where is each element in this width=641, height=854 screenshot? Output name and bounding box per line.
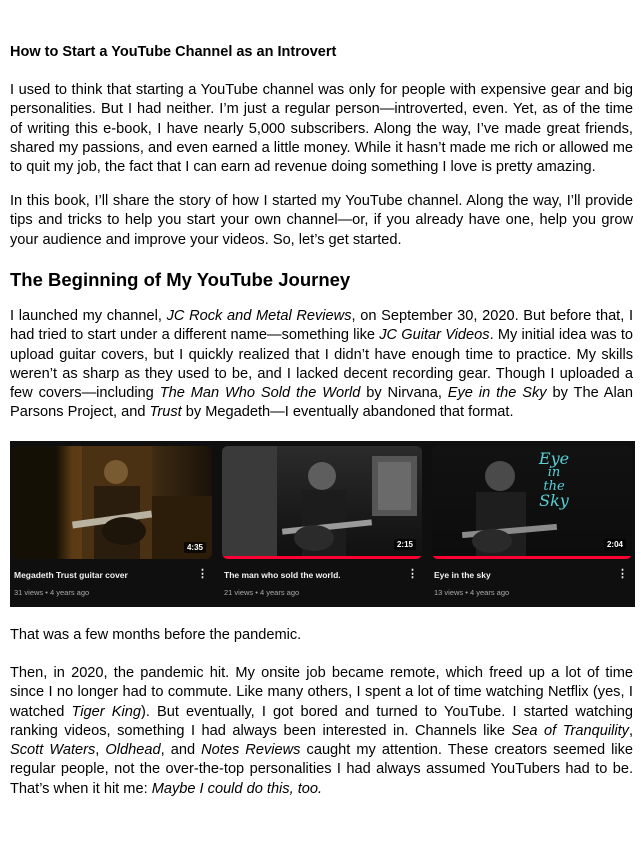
video-title[interactable]: Megadeth Trust guitar cover <box>14 570 128 580</box>
thumbnail-lettering: Eye in the Sky <box>538 449 570 510</box>
more-vertical-icon[interactable]: ⋮ <box>197 568 208 580</box>
document-title: How to Start a YouTube Channel as an Introvert <box>10 44 337 60</box>
video-title[interactable]: The man who sold the world. <box>224 570 341 580</box>
intro-paragraph-2: In this book, I’ll share the story of how I started my YouTube channel. Along the way, I’ll provide tips and tricks to help you start your own channel—or, if you already have one, help you grow your audience and improve your videos. So, let’s get started. <box>10 193 633 248</box>
video-duration: 4:35 <box>184 542 206 553</box>
video-thumbnail[interactable] <box>432 446 632 559</box>
more-vertical-icon[interactable]: ⋮ <box>407 568 418 580</box>
video-card-man-who-sold-the-world[interactable] <box>222 446 422 597</box>
video-card-megadeth-trust[interactable] <box>12 446 212 597</box>
more-vertical-icon[interactable]: ⋮ <box>617 568 628 580</box>
video-thumbnail[interactable] <box>12 446 212 559</box>
pandemic-intro-paragraph: That was a few months before the pandemic. <box>10 627 302 643</box>
guitarist-photo <box>222 446 422 559</box>
video-meta: 13 views • 4 years ago <box>434 588 510 597</box>
section-heading: The Beginning of My YouTube Journey <box>10 269 351 290</box>
video-thumbnail[interactable] <box>222 446 422 559</box>
video-duration: 2:04 <box>604 539 626 550</box>
pandemic-paragraph: Then, in 2020, the pandemic hit. My onsite job became remote, which freed up a lot of time since I no longer had to commute. Like many others, I spent a lot of time watching Netflix (yes, I watched Tiger King). But eventually, I got bored and turned to YouTube. I started watching ranking videos, something I had always been interested in. Channels like Sea of Tranquility, Scott Waters, Oldhead, and Notes Reviews caught my attention. These creators seemed like regular people, not the over-the-top personalities I had always assumed YouTubers had to be. That’s when it hit me: Maybe I could do this, too. <box>10 665 634 797</box>
video-meta: 21 views • 4 years ago <box>224 588 300 597</box>
video-card-eye-in-the-sky[interactable] <box>432 446 632 597</box>
watch-progress-bar <box>222 556 422 559</box>
guitarist-photo <box>12 446 212 559</box>
watch-progress-bar <box>432 556 632 559</box>
video-duration: 2:15 <box>394 539 416 550</box>
journey-paragraph: I launched my channel, JC Rock and Metal Reviews, on September 30, 2020. But before that, I had tried to start under a different name—something like JC Guitar Videos. My initial idea was to upload guitar covers, but I quickly realized that I didn’t have enough time to practice. My skills weren’t as sharp as they used to be, and I lacked decent recording gear. Though I uploaded a few covers—including The Man Who Sold the World by Nirvana, Eye in the Sky by The Alan Parsons Project, and Trust by Megadeth—I eventually abandoned that format. <box>10 308 634 421</box>
video-title[interactable]: Eye in the sky <box>434 570 491 580</box>
video-strip-screenshot <box>10 441 635 607</box>
video-meta: 31 views • 4 years ago <box>14 588 90 597</box>
intro-paragraph-1: I used to think that starting a YouTube channel was only for people with expensive gear and big personalities. But I had neither. I’m just a regular person—introverted, even. Yet, as of the time of writing this e-book, I have nearly 5,000 subscribers. Along the way, I’ve made great friends, shared my passions, and even earned a little money. While it hasn’t made me rich or allowed me to quit my job, the fact that I can earn ad revenue doing something I love is pretty amazing. <box>10 82 633 176</box>
